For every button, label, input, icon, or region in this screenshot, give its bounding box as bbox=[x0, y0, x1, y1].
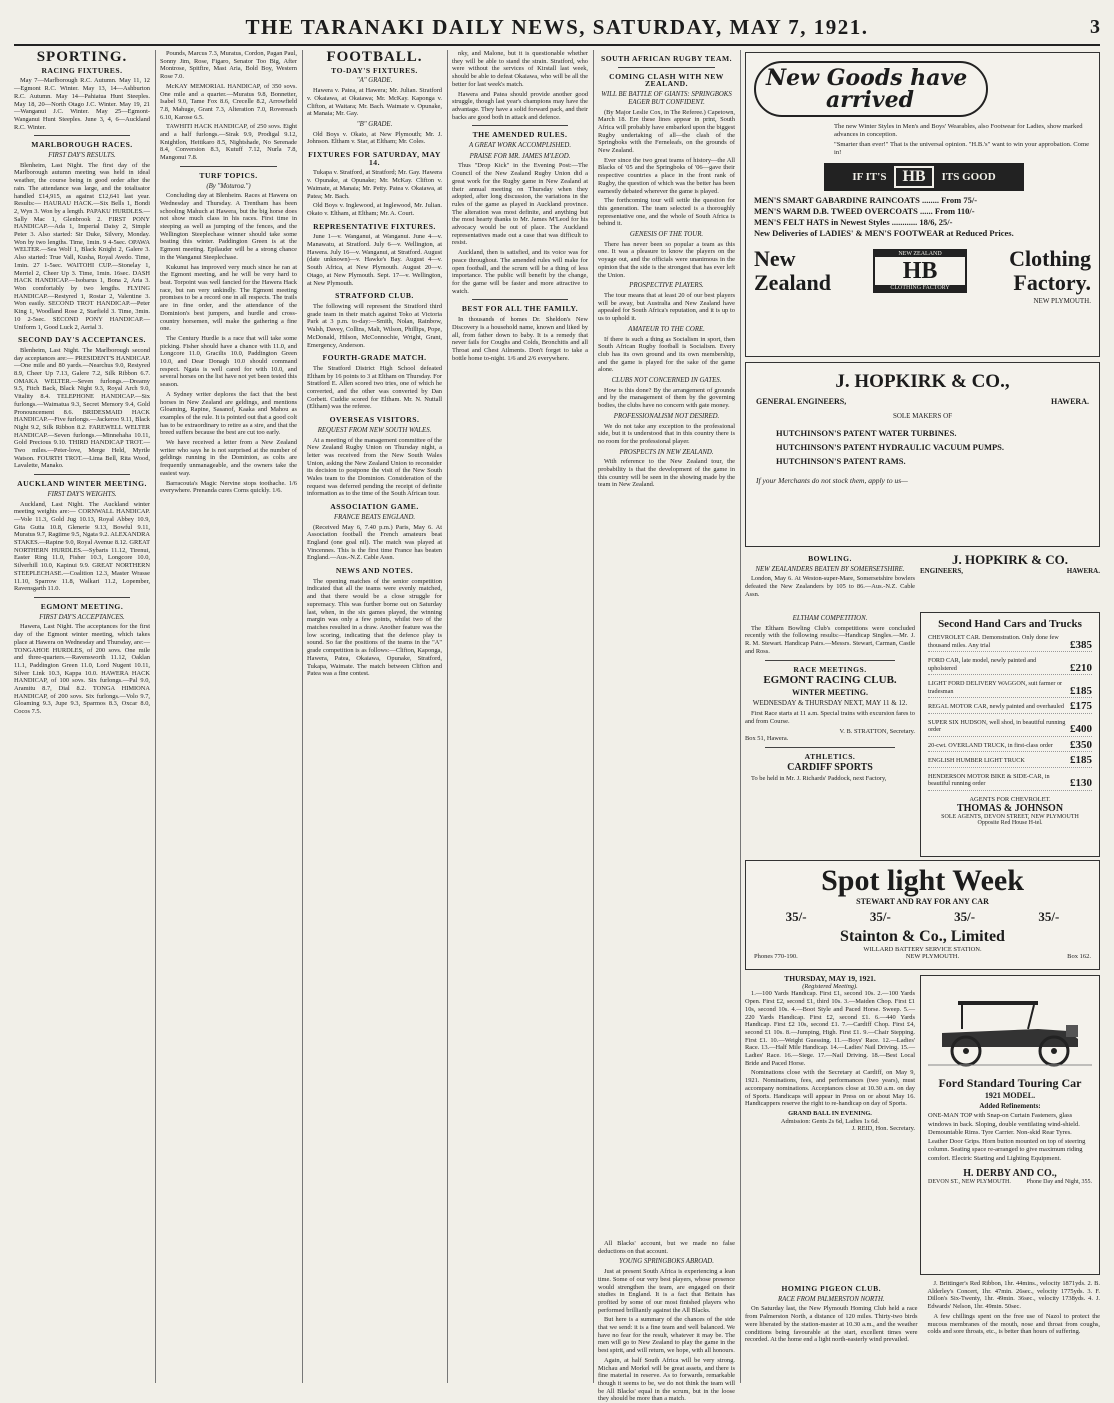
bowling-subheading: NEW ZEALANDERS BEATEN BY SOMERSETSHIRE. bbox=[755, 565, 905, 573]
turf-topics-heading: TURF TOPICS. bbox=[199, 170, 258, 180]
cars-address2: Opposite Red House H-tel. bbox=[977, 819, 1043, 826]
pigeon-subheading: RACE FROM PALMERSTON NORTH. bbox=[777, 1295, 885, 1303]
hopkirk-product: HUTCHINSON'S PATENT RAMS. bbox=[776, 456, 906, 466]
spotlight-prices bbox=[754, 909, 1091, 925]
hb-slogan-suffix: ITS GOOD bbox=[941, 171, 996, 183]
cars-title: Second Hand Cars and Trucks bbox=[938, 618, 1082, 630]
egmont-subheading: FIRST DAY'S ACCEPTANCES. bbox=[39, 613, 125, 621]
masthead bbox=[14, 10, 1100, 46]
car-listing-price: £185 bbox=[1070, 684, 1092, 697]
car-listing bbox=[928, 738, 1092, 753]
spotlight-price: 35/- bbox=[785, 909, 807, 924]
auckland-text: Auckland, Last Night. The Auckland winter meeting weights are:— CORNWALL HANDICAP.—Vole 11.3, Gold Jug 10.13, Royal Abbey 10.9, Gita Gutta 10.8, Glenerie 9.13, Bowful 9.11, Muratus 9.7, Ragtime 9.5, Ngata 9.2. ALEXANDRA STAKES.—Rapine 9.0, Royal Avenue 8.12. GREAT NORTHERN HURDLES.—Sybaris 11.12, Tirenui, Easter Ring 11.0, Fisher 10.3, Longcore 10.0, Silverhill 10.0, Kapinui 9.9. GREAT NORTHERN STEEPLECHASE.—Coalition 12.3, Master Wrasse 11.10, Sparrow 11.8, Walkari 11.2, Lopember, Ravensgarth 11.0. bbox=[14, 500, 150, 593]
car-listing bbox=[928, 754, 1092, 768]
athletics-date: THURSDAY, MAY 19, 1921. bbox=[784, 974, 876, 983]
pigeon-heading: HOMING PIGEON CLUB. bbox=[781, 1284, 882, 1293]
stratford-club-heading: STRATFORD CLUB. bbox=[335, 291, 414, 301]
second-day-text: Blenheim, Last Night. The Marlborough second day acceptances are:— PRESIDENT'S HANDICAP.—One mile and 80 yards.—Nearchus 9.0, Restyred 8.9, Cheer Up 7.13, Galere 7.2, Silk Ribbon 6.7. OMAKA WELTER.—Seven furlongs.—Dreamy 9.5, Fitch Back, Black Night 9.3, Royal Arch 9.0, Vitality 8.4. TELEPHONE HANDICAP.—Six furlongs.—Waimatua 9.3, Secret Memory 9.4, Gold Pronouncement 8.6. BRIDESMAID HACK HANDICAP.—Five furlongs.—Jackeroo 9.11, Black Night 9.2, Silk Ribbon 8.2. FAREWELL WELTER HANDICAP.—Seven furlongs.—Minnehaha 10.11, Gold Precious 9.10. THIRD HANDICAP TROT.—Two miles.—Peter-love, Merge Held, Myrtle Watson. FOURTH TROT.—Lima Bell, Rita Wood, Lavalette, Manako. bbox=[14, 346, 150, 470]
marlborough-results: Blenheim, Last Night. The first day of the Marlborough autumn meeting was held in ideal weather, the course being in good order after the rain. The attendance was large, and the totalisator handled £14,915, as against £12,641 last year. Results:— HAURAU HACK.—Six Bells 1, Bondi 2, Wyn 3. Won by a length. PAPAKU HURDLES.—Sally Mac 1, Glenbrook 2. FIRST PONY HANDICAP.—Ada 1, Imperial Daisy 2, Simple Peter 3. Also started: Sir Duke, Silvery, Monday. Won by two lengths. Time, 1min. 9 4-5sec. OPAWA WELTER.—Sea Wolf 1, Black Knight 2, Galere 3. Also started: True Vall, Kusha, Royal Avedo. Time, 1min. 27 1-5sec. WAITOHI CUP.—Stonelay 1, Merriel 2, Cheer Up 3. Time, 1min. 16sec. DASH HACK HANDICAP.—Isobarus 1, Bona 2, Aria 3. Won comfortably by two lengths. FLYING HANDICAP.—Restyred 1, Rostar 2, Valentine 3. Won easily. SECOND TROT HANDICAP.—Peter King 1, Woodland Rose 2, Starfield 3. Time, 3min. 10 2-5sec. SECOND PONY HANDICAP.—Uniform 1, Good Luck 2, Aerial 3. bbox=[14, 161, 150, 331]
sporting-heading: SPORTING. bbox=[36, 49, 128, 65]
article-text: How is this done? By the arrangement of grounds and by the management of them by the governing bodies, the clubs have no concern with gate money. bbox=[598, 386, 735, 410]
car-listing bbox=[928, 680, 1092, 698]
article-text: The tour means that at least 20 of our best players will be away, but Australia and New Zealand have appealed for South Africa's reputation, and it is up to us to uphold it. bbox=[598, 291, 735, 323]
article-text: Hawera and Patea should provide another good struggle, though last year's champions may have the advantage. They have a solid forward pack, and their backs are good both in attack and defence. bbox=[452, 90, 588, 121]
article-text: London, May 6. At Weston-super-Mare, Somersetshire bowlers defeated the New Zealanders by 105 to 86.—Aus.-N.Z. Cable Assn. bbox=[745, 575, 915, 598]
todays-fixtures-heading: TO-DAY'S FIXTURES. bbox=[331, 65, 418, 75]
hopkirk-sig-name: J. HOPKIRK & CO. bbox=[952, 552, 1068, 567]
stainton-address: WILLARD BATTERY SERVICE STATION. bbox=[863, 946, 982, 953]
car-listing bbox=[928, 657, 1092, 675]
new-goods-title-line2: arrived bbox=[826, 87, 914, 113]
stainton-contact bbox=[754, 953, 1091, 960]
spotlight-price: 35/- bbox=[869, 909, 891, 924]
divider bbox=[472, 299, 568, 300]
derby-phone: Phone Day and Night, 355. bbox=[1026, 1179, 1092, 1185]
amended-rules-heading: THE AMENDED RULES. bbox=[472, 130, 568, 140]
ford-list: ONE-MAN TOP with Snap-on Curtain Fasteners, glass windows in back. Sloping, double ventilating wind-shield. Demountable Rims. Tyre Carrier. Non-skid Rear Tyres. Leather Door Grips. Horn button mounted on top of steering column. Seating space re-arranged to give maximum riding comfort. Electric Starting and Lighting Equipment. bbox=[928, 1112, 1086, 1162]
article-text: The opening matches of the senior competition indicated that all the teams were evenly matched, and that there would be a close struggle for supremacy. This was further borne out on Saturday last, when, in the six games played, the winning margin was only a few points, whilst two of the matches resulted in a draw. Another feature was the low scoring, indicating that the defence play is sound. So far the positions of the teams in the "A" grade competition is as follows:—Clifton, Kaponga, Hawera, Patea, Okaiawa, Opunake, Stratford, Tukapa, Waimate. The match between Clifton and Patea was a fine contest. bbox=[307, 577, 442, 678]
stainton-phone: Phones 770-190. bbox=[754, 953, 798, 960]
article-text: Again, at half South Africa will be very strong. Michau and Morkel will be great assets, and there is fine material in reserve. As to forwards, remarkable though it seems to be, we do not think the team will be All Blacks' equal in the scrum, but in the loose they should be more than a match. bbox=[598, 1356, 735, 1403]
second-day-heading: SECOND DAY'S ACCEPTANCES. bbox=[18, 335, 146, 345]
sa-sub1: COMING CLASH WITH NEW ZEALAND. bbox=[609, 71, 724, 89]
athletics-secretary: J. REID, Hon. Secretary. bbox=[851, 1125, 915, 1133]
column-sporting bbox=[14, 50, 150, 1383]
football-heading: FOOTBALL. bbox=[326, 49, 423, 65]
hopkirk-sig-right: HAWERA. bbox=[1066, 566, 1100, 575]
hopkirk-subline bbox=[756, 397, 1089, 406]
cars-address: SOLE AGENTS, DEVON STREET, NEW PLYMOUTH bbox=[941, 813, 1079, 820]
article-text: At a meeting of the management committee of the New Zealand Rugby Union on Thursday night, a letter was received from the New South Wales Union, asking the New Zealand Union to reconsider its decision to postpone the visit of the New South Wales team to the Dominion. Consideration of the request was deferred pending the receipt of definite information as to the time of the South African tour. bbox=[307, 436, 442, 498]
article-text: (By Major Leslie Cox, in The Referee.) Capetown, March 18. Ere these lines appear in print, South Africa will probably have embarked upon the biggest Rugby undertaking of all—the clash of the Springboks with the Ferneleafs, on the grounds of New Zealand. bbox=[598, 108, 735, 155]
article-text: We have received a letter from a New Zealand writer who says he is not surprised at the number of geldings running in the Dominion, as colts are frequently unmanageable, and the owners take the easiest way. bbox=[160, 439, 297, 477]
column-south-africa bbox=[598, 50, 735, 1383]
car-listing bbox=[928, 700, 1092, 714]
article-text: Auckland, then is satisfied, and its voice was for peace throughout. The amended rules will make for open football, and the scrum will be a thing of less importance. The public will benefit by the change, for the game will be faster and more attractive to watch. bbox=[452, 249, 588, 295]
meeting-dates: WEDNESDAY & THURSDAY NEXT, MAY 11 & 12. bbox=[752, 698, 908, 707]
athletics-section bbox=[745, 975, 915, 1275]
divider bbox=[765, 747, 895, 748]
price-list bbox=[754, 195, 1091, 239]
car-listing-price: £350 bbox=[1070, 738, 1092, 751]
price-item: New Deliveries of LADIES' & MEN'S FOOTWEAR at Reduced Prices. bbox=[754, 228, 1014, 238]
article-text: A Sydney writer deplores the fact that the best horses in New Zealand are geldings, and mentions Gloaming, Rapine, Sasanof, Kaaka and Mahou as examples of the rule. It is pointed out that a good colt has to be extraordinary to retire as a sire, and that the breed suffers because the best are cut too early. bbox=[160, 390, 297, 437]
badge-logo: HB bbox=[902, 258, 938, 284]
article-text: But here is a summary of the chances of the side that we send: it is a fine team and well balanced. We have no fear for the result, whatever it may be. The men will go to New Zealand to play the game in the best spirit, and will return, we hope, with all honours. bbox=[598, 1316, 735, 1355]
divider bbox=[618, 67, 715, 68]
new-goods-quote: "Smarter than ever!" That is the universal opinion. "H.B.'s" want to win your approbation. Come in! bbox=[834, 141, 1090, 156]
athletics-location: To be held in Mr. J. Richards' Paddock, next Factory, bbox=[751, 774, 887, 782]
article-text: Hawera v. Patea, at Hawera; Mr. Julian. Stratford v. Okaiawa, at Okaiawa; Mr. McKay. Kaponga v. Clifton, at Waitara; Mr. Bach. Waimate v. Opunake, at Manaia; Mr. Gay. bbox=[307, 87, 442, 118]
article-text: First Race starts at 11 a.m. Special trains with excursion fares to and from Course. bbox=[745, 710, 915, 726]
hopkirk-product: HUTCHINSON'S PATENT HYDRAULIC VACUUM PUMPS. bbox=[776, 442, 1005, 452]
professionalism-heading: PROFESSIONALISM NOT DESIRED. bbox=[613, 412, 720, 420]
column-rule bbox=[740, 50, 741, 1383]
cars-firm: THOMAS & JOHNSON bbox=[956, 802, 1064, 814]
article-text: nky, and Malone, but it is questionable whether they will be able to stand the strain. Stratford, who were without the services of Kirstall last week, should be able to defeat Okaiawa, who will be all the better for last week's match. bbox=[452, 50, 588, 88]
new-word: New bbox=[754, 246, 796, 271]
cars-agents: AGENTS FOR CHEVROLET. bbox=[969, 795, 1051, 803]
column-turf bbox=[160, 50, 297, 1383]
family-heading: BEST FOR ALL THE FAMILY. bbox=[461, 304, 579, 314]
clubs-heading: CLUBS NOT CONCERNED IN GATES. bbox=[611, 377, 722, 385]
hopkirk-sig-left: ENGINEERS, bbox=[920, 566, 963, 575]
representative-heading: REPRESENTATIVE FIXTURES. bbox=[313, 221, 436, 231]
clothing-factory-banner bbox=[754, 247, 1091, 295]
grand-ball: GRAND BALL IN EVENING. bbox=[788, 1109, 872, 1117]
car-listing-price: £400 bbox=[1070, 723, 1092, 735]
auckland-subheading: FIRST DAY'S WEIGHTS. bbox=[47, 490, 117, 498]
spotlight-sub: STEWART AND RAY FOR ANY CAR bbox=[856, 897, 989, 906]
car-listing-price: £385 bbox=[1070, 638, 1092, 651]
turf-topics-byline: (By "Moturoa.") bbox=[206, 182, 251, 190]
hb-badge bbox=[873, 249, 967, 293]
article-text: (Received May 6, 7.40 p.m.) Paris, May 6. At Association football the French amateurs beat England (one goal nil). The match was played at Vincennes. This is the first time France has beaten England.—Aus.-N.Z. Cable Assn. bbox=[307, 523, 442, 562]
egmont-heading: EGMONT MEETING. bbox=[40, 602, 124, 611]
car-listing-price: £175 bbox=[1070, 700, 1092, 712]
advert-text: In thousands of homes Dr. Sheldon's New Discovery is a household name, known and liked by all, from father down to baby. It is a remedy that never fails for Coughs and Colds, Bronchitis and all Throat and Chest Ailments. Don't forget to take a bottle home to-night. 1/6 and 2/6 everywhere. bbox=[452, 316, 588, 362]
article-text: Pounds, Marcus 7.3, Muratus, Cordon, Pagan Paul, Sonny Jim, Rose, Figaro, Senator Too Big, After Montrose, Spitfire, Mast Aria, Bold Boy, Western Rose 7.0. bbox=[160, 50, 298, 81]
car-listing bbox=[928, 773, 1092, 791]
divider bbox=[34, 474, 130, 475]
ford-added: Added Refinements: bbox=[979, 1102, 1041, 1110]
article-text: There has never been so popular a team as this one. It was a pleasure to know the players on the voyage out, and the officials were unanimous in the opinion that the side is the strongest that has ever left the Union. bbox=[598, 240, 735, 279]
article-text: June 1—v. Wanganui, at Wanganui. June 4—v. Manawatu, at Stratford. July 6—v. Wellington, at Hawera. July 16—v. Wanganui, at Stratford. August (date unknown)—v. Hawke's Bay. August 4—v. South Africa, at New Plymouth. August 20—v. Otago, at New Plymouth. Sept. 17—v. Wellington, at New Plymouth. bbox=[307, 233, 442, 287]
cars-list bbox=[928, 634, 1092, 791]
article-text: Kukunui has improved very much since he ran at the Egmont meeting, and he will be very hard to beat. Torpoint was well fancied for the Hawera Hack race, but ran very unkindly. The Egmont meeting promises to be a record one in all respects. The trails are in fine order, and the attendance of the Dominion's best jumpers, and hurdle and cross-country horsemen, will make the gathering a fine one. bbox=[160, 263, 297, 333]
prospective-heading: PROSPECTIVE PLAYERS. bbox=[629, 282, 704, 290]
hopkirk-agents: SOLE MAKERS OF bbox=[892, 412, 953, 420]
price-item: MEN'S SMART GABARDINE RAINCOATS ........ From 75/- bbox=[754, 195, 978, 205]
price-item: MEN'S WARM D.B. TWEED OVERCOATS ...... From 110/- bbox=[754, 206, 975, 216]
car-listing-name: SUPER SIX HUDSON, well shod, in beautiful running order bbox=[928, 718, 1066, 733]
fixtures-may14-heading: FIXTURES FOR SATURDAY, MAY 14. bbox=[308, 150, 441, 167]
car-listing-price: £210 bbox=[1070, 661, 1092, 674]
column-football bbox=[307, 50, 442, 1383]
masthead-title: THE TARANAKI DAILY NEWS, SATURDAY, MAY 7, 1921. bbox=[245, 14, 869, 39]
article-text: The Century Hurdle is a race that will take some picking. Fisher should have a chance with 11.0, and Longcore 11.0, Gracilis 10.0, Paddington Green 10.0, and Dear Donagh 10.0 should command respect. Ngata is well cared for with 10.0, and several horses on the list have not yet been tested this season. bbox=[160, 334, 297, 389]
article-text: On Saturday last, the New Plymouth Homing Club held a race from Palmerston North, a distance of 120 miles. Thirty-two birds were liberated by the station-master at 10.30 a.m., and the weather conditions being favourable at the start, excellent times were recorded. At the home end a light north-easterly wind prevailed. bbox=[745, 1305, 918, 1344]
column-rules bbox=[452, 50, 588, 1383]
divider bbox=[34, 135, 130, 136]
cars-advert bbox=[920, 612, 1100, 857]
hopkirk-footer: If your Merchants do not stock them, apply to us— bbox=[756, 476, 908, 485]
car-listing-name: LIGHT FORD DELIVERY WAGGON, suit farmer or tradesman bbox=[928, 680, 1063, 695]
amended-rules-sub2: PRAISE FOR MR. JAMES M'LEOD. bbox=[469, 152, 571, 160]
hopkirk-products bbox=[756, 426, 1089, 468]
hb-slogan bbox=[824, 163, 1024, 191]
hopkirk-signature bbox=[920, 550, 1100, 610]
hopkirk-left: GENERAL ENGINEERS, bbox=[756, 397, 847, 406]
association-heading: ASSOCIATION GAME. bbox=[330, 502, 419, 512]
fourth-grade-heading: FOURTH-GRADE MATCH. bbox=[322, 353, 427, 363]
spotlight-price: 35/- bbox=[1038, 909, 1060, 924]
overseas-heading: OVERSEAS VISITORS. bbox=[329, 415, 420, 425]
spotlight-advert bbox=[745, 860, 1100, 970]
ford-car-illustration bbox=[928, 981, 1092, 1071]
eltham-heading: ELTHAM COMPETITION. bbox=[792, 615, 868, 622]
page-number: 3 bbox=[1090, 15, 1100, 38]
car-listing-name: ENGLISH HUMBER LIGHT TRUCK bbox=[928, 757, 1025, 764]
car-listing-price: £185 bbox=[1070, 754, 1092, 766]
marlborough-heading: MARLBOROUGH RACES. bbox=[31, 140, 133, 150]
clothing-factory-text bbox=[1009, 247, 1091, 295]
article-text: If there is such a thing as Socialism in sport, then South African Rugby football is Socialism. Every club has its own ground and its own membership, and the game is played for the sake of the game alone. bbox=[598, 335, 735, 374]
athletics-events: 1.—100 Yards Handicap. First £1, second 10s. 2.—100 Yards Open. First £2, second £1, third 10s. 3.—Maiden Chop. First £1 10s, second 10s. 4.—Boot Style and Paced Horse. Sweep. 5.—220 Yards Handicap. First £2, second £1. 6.—440 Yards Handicap. First £2 10s, second £1. 7.—Cardiff Chop. First £4, second £1 10s. 8.—Jumping, High. First £1. 9.—Chair Stepping. First £1. 10.—Weight Guessing. 11.—Boys' Race. 12.—Ladies' Race. 13.—Half Mile Handicap. 14.—Ladies' Nail Driving. 15.—Ladies' Race. 16.—Siege. 17.—Nail Driving. 18.—Best Local Bride and Paced Horse. bbox=[745, 990, 915, 1067]
race-section bbox=[745, 612, 915, 857]
sa-sub2: WILL BE BATTLE OF GIANTS: SPRINGBOKS EAGER BUT CONFIDENT. bbox=[601, 91, 732, 106]
article-text: Thus "Drop Kick" in the Evening Post:—The Council of the New Zealand Rugby Union did a great work for the Rugby game in New Zealand at their annual meeting on Thursday when they adopted, after long discussion, the variations in the rules of the game as played in Auckland province. The alteration was most definite, and anything but the most hearty thanks to Mr. James M'Leod for his advocacy would be out of place. The Auckland representatives made out a case that was difficult to resist. bbox=[452, 162, 588, 247]
article-text: Just at present South Africa is experiencing a lean time. Some of our very best players, whose presence would strengthen the team, are engaged on their studies in England. It is a fact that Britain has profited by some of our most finished players who performed brilliantly against the All Blacks. bbox=[598, 1268, 735, 1314]
badge-top: NEW ZEALAND bbox=[875, 251, 965, 257]
derby-contact bbox=[928, 1179, 1092, 1185]
a-grade-heading: "A" GRADE. bbox=[356, 77, 393, 85]
article-text: With reference to the New Zealand tour, the probability is that the development of the game in this country will be seen in the showing made by the team in New Zealand. bbox=[598, 458, 735, 489]
racing-fixtures-heading: RACING FIXTURES. bbox=[41, 65, 123, 75]
article-text: Concluding day at Blenheim. Races at Hawera on Wednesday and Thursday. A Trentham has been schooling Mahuch at Hawera, but the big horse does not show much class in his races. First time in steeping as well as jumping of the fences, and the Wellington Steeplechase winner should take some beating this winter. Paddington Green is at the Egmont meeting. Epilauder will be a strong chance in the Wanganui Steeplechase. bbox=[160, 192, 297, 261]
sa-heading: SOUTH AFRICAN RUGBY TEAM. bbox=[600, 54, 733, 63]
hopkirk-advert bbox=[745, 362, 1100, 547]
winter-meeting: WINTER MEETING. bbox=[791, 687, 868, 697]
news-notes-heading: NEWS AND NOTES. bbox=[335, 566, 414, 576]
article-text: The Stratford District High School defeated Eltham by 16 points to 3 at Eltham on Thursday. For Stratford E. Allen scored two tries, one of which he converted, and the other was converted by Dan Corbett. Cuddie scored for Eltham. Mr. N. Nuttall (Eltham) was the referee. bbox=[307, 364, 442, 411]
ford-advert bbox=[920, 975, 1100, 1275]
car-listing-name: REGAL MOTOR CAR, newly painted and overhauled bbox=[928, 703, 1064, 710]
hopkirk-name: J. HOPKIRK & CO., bbox=[835, 371, 1010, 392]
ford-title: Ford Standard Touring Car bbox=[938, 1076, 1082, 1090]
race-heading: RACE MEETINGS. bbox=[793, 664, 867, 674]
young-springboks-heading: YOUNG SPRINGBOKS ABROAD. bbox=[619, 1258, 714, 1266]
race-secretary: V. B. STRATTON, Secretary. bbox=[839, 727, 915, 735]
derby-firm: H. DERBY AND CO., bbox=[963, 1168, 1057, 1179]
column-rule bbox=[593, 50, 594, 1383]
hopkirk-right: HAWERA. bbox=[1050, 397, 1089, 406]
overseas-subheading: REQUEST FROM NEW SOUTH WALES. bbox=[317, 426, 432, 434]
spotlight-title: Spot light Week bbox=[821, 864, 1024, 897]
zealand-word: Zealand bbox=[754, 270, 832, 295]
stainton-firm: Stainton & Co., Limited bbox=[840, 928, 1005, 945]
divider bbox=[34, 597, 130, 598]
new-goods-title-line1: New Goods have bbox=[766, 65, 968, 91]
athletics-registered: (Registered Meeting). bbox=[802, 982, 858, 990]
marlborough-subheading: FIRST DAY'S RESULTS. bbox=[48, 152, 116, 160]
hopkirk-sig-line bbox=[920, 568, 1100, 576]
hopkirk-product: HUTCHINSON'S PATENT WATER TURBINES. bbox=[776, 428, 957, 438]
racing-fixtures-text: May 7—Marlborough R.C. Autumn. May 11, 12—Egmont R.C. Winter. May 13, 14—Ashburton R.C. Autumn. May 14—Pahiatua Hunt Steeples. May 18, 20—North Otago J.C. Winter. May 19, 21—Wanganui J.C. Winter. May 25—Egmont-Wanganui Hunt Steeples. June 3, 4, 6—Auckland R.C. Winter. bbox=[14, 77, 150, 131]
article-text: McKAY MEMORIAL HANDICAP, of 350 sovs. One mile and a quarter.—Muratus 9.8, Bonnetter, Isabel 9.0, Tame Fox 8.6, Crecelle 8.2, Arrowfield 7.8, Mahuge, Grant 7.3, Alteration 7.0, Rovereach 6.10, Karose 6.5. bbox=[160, 82, 297, 121]
article-text: TAWHITI HACK HANDICAP, of 250 sovs. Eight and a half furlongs.—Sirak 9.9, Prodigal 9.12, Knightlon, Heitikaro 8.5, Nightshade, No Serenade 8.4, Conversion 8.3, Kutuff 7.12, Nurla 7.8, Mangonui 7.8. bbox=[160, 123, 297, 162]
car-listing-price: £130 bbox=[1070, 777, 1092, 789]
column-rule bbox=[155, 50, 156, 1383]
new-goods-banner bbox=[754, 61, 988, 117]
stainton-box: Box 162. bbox=[1067, 953, 1091, 960]
amended-rules-sub1: A GREAT WORK ACCOMPLISHED. bbox=[468, 142, 572, 150]
car-listing bbox=[928, 634, 1092, 652]
new-goods-place: NEW PLYMOUTH. bbox=[1033, 297, 1091, 305]
car-listing-name: 20-cwt. OVERLAND TRUCK, in first-class order bbox=[928, 741, 1053, 749]
genesis-heading: GENESIS OF THE TOUR. bbox=[629, 231, 704, 239]
column-rule bbox=[447, 50, 448, 1383]
amateur-heading: AMATEUR TO THE CORE. bbox=[628, 325, 705, 333]
advert-text: A few chillings spent on the free use of Nazol to protect the mucous membranes of the mouth, nose and throat from coughs, colds and sore throats, etc., is better than hours of suffering. bbox=[927, 1312, 1100, 1336]
column-rule bbox=[302, 50, 303, 1383]
badge-bottom: CLOTHING FACTORY bbox=[875, 285, 965, 291]
factory-word: Factory. bbox=[1013, 270, 1091, 295]
bowling-section bbox=[745, 550, 915, 610]
bowling-heading: BOWLING. bbox=[808, 554, 852, 563]
price-item: MEN'S FELT HATS in Newest Styles ............ 18/6, 25/- bbox=[754, 217, 953, 227]
b-grade-heading: "B" GRADE. bbox=[356, 120, 393, 128]
admission: Admission: Gents 2s 6d, Ladies 1s 6d. bbox=[780, 1117, 880, 1125]
springbok-continuation bbox=[598, 1240, 735, 1403]
new-goods-intro: The new Winter Styles in Men's and Boys' Wearables, also Footwear for Ladies, show marked advances in conception. bbox=[834, 123, 1083, 138]
stainton-place: NEW PLYMOUTH. bbox=[905, 953, 960, 960]
athletics-heading: ATHLETICS. bbox=[804, 752, 856, 762]
race-box: Box 51, Hawera. bbox=[745, 735, 789, 743]
new-zealand-text bbox=[754, 247, 831, 295]
spotlight-price: 35/- bbox=[954, 909, 976, 924]
association-subheading: FRANCE BEATS ENGLAND. bbox=[333, 513, 416, 521]
article-text: The forthcoming tour will settle the question for this generation. The team selected is a thoroughly representative one, and the whole of South Africa is behind it. bbox=[598, 197, 735, 228]
divider bbox=[472, 125, 568, 126]
egmont-text: Hawera, Last Night. The acceptances for the first day of the Egmont winter meeting, which takes place at Hawera on Wednesday and Thursday, are:— TONGAHOE HURDLES, of 200 sovs. One mile and three-quarters.—Ravensworth 11.12, Oaklan 11.1, Paddington Green 11.0, Lord Nugent 10.11, Silver Link 10.3, Kappa 10.0. HAWERA HACK HANDICAP, of 100 sovs. Six furlongs.—Pal 9.0, Aramitu 8.7, Dial 8.2. TONGA HIMIONA HANDICAP, of 200 sovs. Six furlongs.—Volo 9.7, Gloaming 9.3, Jupe 9.3, Sparmos 8.3, Oxcar 8.0, Cocos 7.5. bbox=[14, 623, 150, 716]
new-goods-advert bbox=[745, 52, 1100, 357]
egmont-club: EGMONT RACING CLUB. bbox=[763, 674, 897, 687]
article-text: The Eltham Bowling Club's competitions were concluded recently with the following results:—Handicap Singles.—Mr. J. R. M. Stewart. Handicap Pairs.—Messrs. Stewart, Carman, Castle and Ross. bbox=[745, 624, 915, 655]
article-text: Old Boys v. Inglewood, at Inglewood, Mr. Julian. Okato v. Eltham, at Eltham; Mr. A. Court. bbox=[307, 202, 442, 217]
derby-address: DEVON ST., NEW PLYMOUTH. bbox=[928, 1179, 1011, 1185]
article-text: We do not take any exception to the professional side, but it is understood that in this country there is no room for the professional player. bbox=[598, 422, 735, 445]
hb-logo: HB bbox=[894, 166, 933, 188]
athletics-nominations: Nominations close with the Secretary at Cardiff, on May 9, 1921. Nominations, fees, and performances (two years), must accompany nominations. Acceptances close at 10.30 a.m. on day of Sports. Handicaps will appear in Press on or about May 16. Handicappers reserve the right to re-handicap on day of Sports. bbox=[745, 1069, 915, 1108]
article-text: Ever since the two great teams of history—the All Blacks of '05 and the Springboks of '06—gave their respective countries a place in the front rank of Rugby, the question of which was the better has been earnestly debated wherever the game is played. bbox=[598, 156, 735, 195]
pigeon-results: J. Brittinger's Red Ribbon, 1hr. 44mins., velocity 1871yds. 2. B. Alderley's Concert, 1hr. 47min. 26sec., velocity 1775yds. 3. F. Dillon's Six-Twenty, 1hr. 49min. 36sec., velocity 1738yds. 4. J. Edwards' Nelson, 1hr. 49min. 50sec. bbox=[927, 1280, 1100, 1311]
article-text: Old Boys v. Okato, at New Plymouth; Mr. J. Johnson. Eltham v. Star, at Eltham; Mr. Coles. bbox=[307, 130, 442, 146]
hb-slogan-prefix: IF IT'S bbox=[852, 171, 887, 183]
article-text: The following will represent the Stratford third grade team in their match against Toko at Victoria Park at 3 p.m. to-day:—Smith, Nolan, Rainbow, Walsh, Davey, Collins, Malt, Wilson, Phillips, Pope, McDonald, Hilson, McConnochie, Wright, Grant, Emergency, Anderson. bbox=[307, 302, 442, 349]
article-text: All Blacks' account, but we made no false deductions on that account. bbox=[598, 1240, 735, 1255]
advert-text: Barracouta's Magic Nervine stops toothache. 1/6 everywhere. Prenanda cures Corns quickly. 1/6. bbox=[160, 479, 297, 495]
car-listing-name: CHEVROLET CAR. Demonstration. Only done few thousand miles. Any trial bbox=[928, 634, 1059, 649]
cardiff-sports: CARDIFF SPORTS bbox=[787, 761, 873, 773]
car-listing bbox=[928, 719, 1092, 737]
divider bbox=[765, 660, 895, 661]
pigeon-section bbox=[745, 1280, 1100, 1383]
prospects-heading: PROSPECTS IN NEW ZEALAND. bbox=[619, 448, 714, 456]
divider bbox=[180, 166, 277, 167]
car-listing-name: HENDERSON MOTOR BIKE & SIDE-CAR, in beautiful running order bbox=[928, 772, 1050, 787]
clothing-word: Clothing bbox=[1009, 246, 1091, 271]
article-text: Tukapa v. Stratford, at Stratford; Mr. Gay. Hawera v. Opunake, at Opunake; Mr. McKay. Clifton v. Waimate, at Manaia; Mr. Petty. Patea v. Okaiawa, at Patea; Mr. Bach. bbox=[307, 169, 442, 200]
ford-year: 1921 MODEL. bbox=[984, 1091, 1036, 1100]
car-listing-name: FORD CAR, late model, newly painted and upholstered bbox=[928, 657, 1037, 672]
auckland-heading: AUCKLAND WINTER MEETING. bbox=[17, 479, 147, 489]
